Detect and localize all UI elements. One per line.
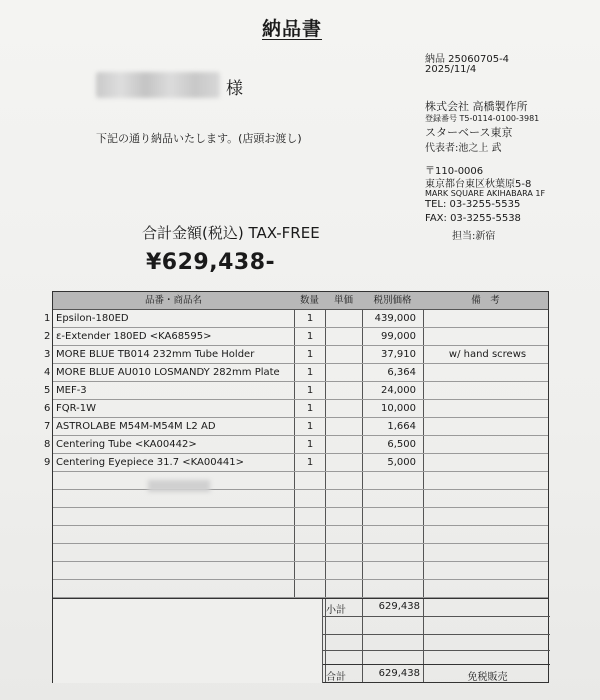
company-fax: FAX: 03-3255-5538: [425, 213, 521, 224]
item-price: 1,664: [387, 421, 416, 432]
item-name: MORE BLUE AU010 LOSMANDY 282mm Plate: [56, 367, 280, 378]
row-number: 9: [44, 457, 51, 468]
empty-row: [53, 562, 548, 580]
header-name: 品番・商品名: [144, 295, 202, 306]
intro-text: 下記の通り納品いたします。(店頭お渡し): [96, 132, 302, 145]
summary-blank-area: [53, 599, 323, 683]
empty-row: [53, 544, 548, 562]
honorific: 様: [226, 79, 243, 99]
item-name: Centering Eyepiece 31.7 <KA00441>: [56, 457, 245, 468]
summary-line: [323, 616, 550, 617]
item-price: 6,500: [387, 439, 416, 450]
item-price: 10,000: [381, 403, 416, 414]
row-number: 7: [44, 421, 51, 432]
item-qty: 1: [306, 403, 314, 414]
summary-line: [323, 664, 550, 665]
item-qty: 1: [306, 367, 314, 378]
row-number: 3: [44, 349, 51, 360]
table-header-row: [53, 292, 548, 310]
item-price: 99,000: [381, 331, 416, 342]
item-note: w/ hand screws: [448, 349, 527, 360]
item-price: 37,910: [381, 349, 416, 360]
row-number: 2: [44, 331, 51, 342]
item-name: MORE BLUE TB014 232mm Tube Holder: [56, 349, 255, 360]
row-number: 6: [44, 403, 51, 414]
item-price: 5,000: [387, 457, 416, 468]
total-amount: ¥629,438-: [146, 250, 276, 275]
company-name: 株式会社 高橋製作所: [425, 100, 528, 113]
summary-line: [323, 650, 550, 651]
company-reg-no: 登録番号 T5-0114-0100-3981: [425, 114, 540, 123]
row-number: 4: [44, 367, 51, 378]
item-note: [425, 382, 550, 399]
document-title: 納品書: [262, 18, 323, 40]
row-number: 8: [44, 439, 51, 450]
item-qty: 1: [306, 313, 314, 324]
tax-free-note: 免税販売: [467, 672, 508, 683]
grand-total-value: 629,438: [378, 668, 420, 679]
table-row: [44, 436, 548, 454]
header-note: 備 考: [471, 295, 500, 306]
item-price: 24,000: [381, 385, 416, 396]
empty-row: [53, 526, 548, 544]
item-name: MEF-3: [56, 385, 87, 396]
grand-total-label: 合計: [326, 672, 346, 683]
item-note: [425, 436, 550, 453]
item-qty: 1: [306, 439, 314, 450]
company-dept: スターベース東京: [425, 126, 513, 139]
item-name: ASTROLABE M54M-M54M L2 AD: [56, 421, 216, 432]
company-address: 東京都台東区秋葉原5-8: [425, 179, 532, 190]
empty-row: [53, 472, 548, 490]
item-qty: 1: [306, 331, 314, 342]
table-row: [44, 364, 548, 382]
empty-row: [53, 580, 548, 598]
header-unit: 単価: [333, 295, 353, 306]
empty-row: [53, 508, 548, 526]
table-row: [44, 346, 548, 364]
header-qty: 数量: [299, 295, 319, 306]
company-contact: 担当:新宿: [452, 231, 496, 242]
row-number: 1: [44, 313, 51, 324]
company-postal: 〒110-0006: [425, 166, 484, 177]
table-row: [44, 328, 548, 346]
item-qty: 1: [306, 349, 314, 360]
item-note: [425, 418, 550, 435]
subtotal-value: 629,438: [378, 601, 420, 612]
total-label: 合計金額(税込) TAX-FREE: [142, 224, 320, 242]
delivery-number: 納品 25060705-4: [425, 54, 510, 65]
item-note: [425, 364, 550, 381]
item-price: 6,364: [387, 367, 416, 378]
company-building: MARK SQUARE AKIHABARA 1F: [425, 189, 546, 198]
table-row: [44, 382, 548, 400]
item-qty: 1: [306, 457, 314, 468]
item-name: ε-Extender 180ED <KA68595>: [56, 331, 212, 342]
company-tel: TEL: 03-3255-5535: [425, 199, 521, 210]
redacted-text: [148, 480, 210, 492]
document-date: 2025/11/4: [425, 64, 477, 75]
empty-row: [53, 490, 548, 508]
item-qty: 1: [306, 421, 314, 432]
table-row: [44, 400, 548, 418]
table-row: [44, 310, 548, 328]
company-rep: 代表者:池之上 武: [425, 143, 502, 154]
table-row: [44, 454, 548, 472]
row-number: 5: [44, 385, 51, 396]
item-name: Epsilon-180ED: [56, 313, 129, 324]
item-note: [425, 454, 550, 471]
subtotal-label: 小計: [326, 605, 346, 616]
item-qty: 1: [306, 385, 314, 396]
item-price: 439,000: [374, 313, 416, 324]
summary-line: [323, 634, 550, 635]
table-row: [44, 418, 548, 436]
item-note: [425, 400, 550, 417]
item-note: [425, 328, 550, 345]
items-table: [44, 291, 549, 683]
item-name: FQR-1W: [56, 403, 97, 414]
item-note: [425, 310, 550, 327]
item-name: Centering Tube <KA00442>: [56, 439, 197, 450]
recipient-name-redacted: [96, 72, 220, 98]
header-price: 税別価格: [373, 295, 412, 306]
